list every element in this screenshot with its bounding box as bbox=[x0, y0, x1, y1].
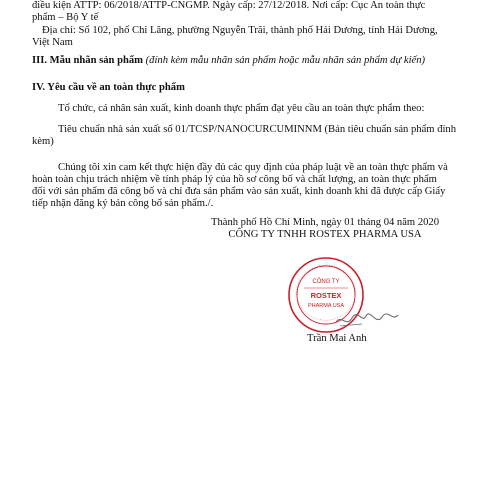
commitment-line-1: Chúng tôi xin cam kết thực hiện đầy đủ các quy định của pháp luật về an toàn thực phẩm và bbox=[58, 162, 448, 173]
signer-name: Trần Mai Anh bbox=[307, 333, 367, 344]
stamp-text-bottom: PHARMA USA bbox=[307, 303, 345, 309]
section-3-note: (đính kèm mẫu nhãn sản phẩm hoặc mẫu nhãn sản phẩm dự kiến) bbox=[145, 55, 426, 66]
header-line-2: phẩm – Bộ Y tế bbox=[32, 12, 99, 23]
company-name: CÔNG TY TNHH ROSTEX PHARMA USA bbox=[228, 229, 422, 240]
commitment-line-2: hoàn toàn chịu trách nhiệm về tính pháp lý của hồ sơ công bố và chất lượng, an toàn thực phẩm bbox=[32, 174, 437, 185]
place-date: Thành phố Hồ Chí Minh, ngày 01 tháng 04 năm 2020 bbox=[210, 217, 440, 228]
stamp-text-mid: ROSTEX bbox=[310, 291, 342, 300]
section-4-heading: IV. Yêu cầu về an toàn thực phẩm bbox=[32, 82, 185, 93]
header-line-1: điều kiện ATTP: 06/2018/ATTP-CNGMP. Ngày cấp: 27/12/2018. Nơi cấp: Cục An toàn thực bbox=[32, 0, 426, 11]
standard-line-2: kèm) bbox=[32, 136, 54, 147]
stamp-text-top: CÔNG TY bbox=[312, 279, 340, 285]
section-3-row bbox=[32, 55, 425, 67]
handwritten-signature bbox=[332, 304, 402, 334]
section-3-heading: III. Mẫu nhãn sản phẩm bbox=[32, 55, 143, 66]
address-line-1: Địa chỉ: Số 102, phố Chi Lăng, phường Nguyễn Trãi, thành phố Hải Dương, tỉnh Hải Dương, bbox=[42, 25, 438, 36]
commitment-line-4: tiếp nhận đăng ký bản công bố sản phẩm./. bbox=[32, 198, 214, 209]
commitment-line-3: đối với sản phẩm đã công bố và chỉ đưa sản phẩm vào sản xuất, kinh doanh khi đã được cấp Giấy bbox=[32, 186, 446, 197]
section-4-paragraph-1: Tổ chức, cá nhân sản xuất, kinh doanh thực phẩm đạt yêu cầu an toàn thực phẩm theo: bbox=[58, 103, 425, 114]
standard-line-1: Tiêu chuẩn nhà sản xuất số 01/TCSP/NANOCURCUMINNM (Bản tiêu chuẩn sản phẩm đính bbox=[58, 124, 457, 135]
address-line-2: Việt Nam bbox=[32, 37, 73, 48]
